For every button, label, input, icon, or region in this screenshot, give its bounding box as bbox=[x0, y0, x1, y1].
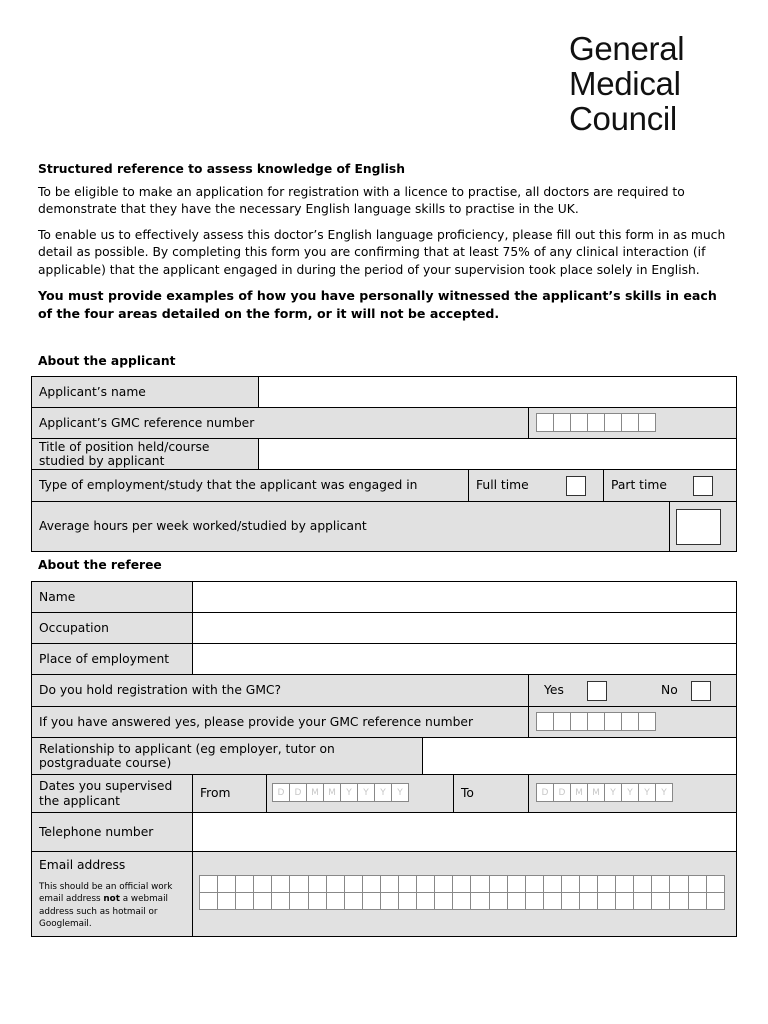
applicant-gmc-number-boxes[interactable] bbox=[536, 413, 655, 432]
email-char-box[interactable] bbox=[253, 875, 272, 893]
referee-place-label: Place of employment bbox=[32, 644, 193, 674]
referee-name-input[interactable] bbox=[193, 582, 736, 612]
date-digit-box[interactable]: D bbox=[289, 783, 307, 802]
email-char-box[interactable] bbox=[543, 875, 562, 893]
email-char-box[interactable] bbox=[344, 892, 363, 910]
email-char-box[interactable] bbox=[633, 875, 652, 893]
date-digit-box[interactable]: M bbox=[306, 783, 324, 802]
applicant-hours-input[interactable] bbox=[676, 509, 721, 545]
email-char-box[interactable] bbox=[597, 892, 616, 910]
applicant-name-input[interactable] bbox=[259, 377, 736, 407]
referee-email-label-cell bbox=[32, 852, 193, 936]
referee-dates-row bbox=[32, 775, 736, 813]
referee-occupation-row bbox=[32, 613, 736, 644]
part-time-label: Part time bbox=[611, 478, 667, 493]
email-char-box[interactable] bbox=[362, 892, 381, 910]
to-date-boxes[interactable] bbox=[536, 783, 672, 802]
email-char-box[interactable] bbox=[253, 892, 272, 910]
from-date-cell bbox=[267, 775, 454, 812]
date-digit-box[interactable]: M bbox=[587, 783, 605, 802]
applicant-gmc-row bbox=[32, 408, 736, 439]
form-title: Structured reference to assess knowledge of English bbox=[38, 162, 405, 176]
email-char-box[interactable] bbox=[706, 875, 725, 893]
referee-name-label: Name bbox=[32, 582, 193, 612]
email-char-box[interactable] bbox=[561, 892, 580, 910]
referee-heading: About the referee bbox=[38, 558, 162, 572]
email-char-box[interactable] bbox=[543, 892, 562, 910]
email-char-box[interactable] bbox=[615, 892, 634, 910]
full-time-label: Full time bbox=[476, 478, 529, 493]
email-char-box[interactable] bbox=[217, 875, 236, 893]
applicant-hours-cell bbox=[670, 502, 736, 551]
from-date-boxes[interactable] bbox=[272, 783, 408, 802]
email-char-box[interactable] bbox=[308, 892, 327, 910]
referee-telephone-row bbox=[32, 813, 736, 852]
email-char-box[interactable] bbox=[235, 892, 254, 910]
no-label: No bbox=[661, 683, 678, 698]
date-digit-box[interactable]: Y bbox=[391, 783, 409, 802]
referee-email-boxes[interactable] bbox=[199, 875, 724, 909]
applicant-gmc-label: Applicant’s GMC reference number bbox=[32, 408, 529, 438]
email-char-box[interactable] bbox=[507, 892, 526, 910]
logo-line: Medical bbox=[569, 65, 681, 102]
email-note-text: This should be an official work email address bbox=[39, 881, 173, 904]
email-char-box[interactable] bbox=[308, 875, 327, 893]
to-label: To bbox=[454, 775, 529, 812]
referee-relationship-label: Relationship to applicant (eg employer, tutor on postgraduate course) bbox=[32, 738, 423, 774]
email-char-box[interactable] bbox=[489, 875, 508, 893]
email-char-box[interactable] bbox=[507, 875, 526, 893]
date-digit-box[interactable]: Y bbox=[621, 783, 639, 802]
email-char-box[interactable] bbox=[416, 892, 435, 910]
email-note bbox=[39, 881, 186, 931]
referee-name-row bbox=[32, 582, 736, 613]
applicant-name-row bbox=[32, 377, 736, 408]
date-digit-box[interactable]: D bbox=[272, 783, 290, 802]
full-time-option bbox=[469, 470, 604, 501]
applicant-heading: About the applicant bbox=[38, 354, 176, 368]
email-char-box[interactable] bbox=[525, 892, 544, 910]
email-char-box[interactable] bbox=[470, 875, 489, 893]
intro-warning: You must provide examples of how you have personally witnessed the applicant’s skills in each of the four areas detailed on the form, or it will not be accepted. bbox=[38, 288, 717, 321]
email-char-box[interactable] bbox=[235, 875, 254, 893]
email-char-box[interactable] bbox=[633, 892, 652, 910]
referee-dates-label: Dates you supervised the applicant bbox=[32, 775, 193, 812]
email-char-box[interactable] bbox=[398, 875, 417, 893]
date-digit-box[interactable]: Y bbox=[604, 783, 622, 802]
email-char-box[interactable] bbox=[688, 892, 707, 910]
date-digit-box[interactable]: D bbox=[536, 783, 554, 802]
referee-occupation-input[interactable] bbox=[193, 613, 736, 643]
email-char-box[interactable] bbox=[579, 875, 598, 893]
email-char-box[interactable] bbox=[452, 892, 471, 910]
email-char-box[interactable] bbox=[651, 892, 670, 910]
referee-gmc-answer-cell bbox=[529, 675, 736, 706]
email-char-box[interactable] bbox=[416, 875, 435, 893]
applicant-title-row bbox=[32, 439, 736, 470]
email-char-box[interactable] bbox=[452, 875, 471, 893]
gmc-logo bbox=[569, 31, 684, 136]
date-digit-box[interactable]: Y bbox=[340, 783, 358, 802]
email-char-box[interactable] bbox=[289, 892, 308, 910]
date-digit-box[interactable]: Y bbox=[638, 783, 656, 802]
date-digit-box[interactable]: Y bbox=[374, 783, 392, 802]
date-digit-box[interactable]: Y bbox=[655, 783, 673, 802]
date-digit-box[interactable]: M bbox=[323, 783, 341, 802]
applicant-title-label: Title of position held/course studied by applicant bbox=[32, 439, 259, 469]
email-char-box[interactable] bbox=[470, 892, 489, 910]
referee-relationship-row bbox=[32, 738, 736, 775]
referee-email-label: Email address bbox=[39, 858, 126, 872]
email-char-box[interactable] bbox=[380, 892, 399, 910]
applicant-employment-label: Type of employment/study that the applicant was engaged in bbox=[32, 470, 469, 501]
email-char-box[interactable] bbox=[669, 892, 688, 910]
referee-gmc-question: Do you hold registration with the GMC? bbox=[32, 675, 529, 706]
email-char-box[interactable] bbox=[669, 875, 688, 893]
referee-gmc-number-boxes[interactable] bbox=[536, 712, 655, 731]
email-char-box[interactable] bbox=[326, 875, 345, 893]
applicant-name-label: Applicant’s name bbox=[32, 377, 259, 407]
applicant-hours-label: Average hours per week worked/studied by applicant bbox=[32, 502, 670, 551]
from-label: From bbox=[193, 775, 267, 812]
email-char-box[interactable] bbox=[326, 892, 345, 910]
intro-paragraph: To enable us to effectively assess this doctor’s English language proficiency, please fill out this form in as much detail as possible. By completing this form you are confirming that at least 75% of any clinical interaction (if applicable) that the applicant engaged in during the period of your supervision took place solely in English. bbox=[38, 227, 726, 277]
yes-label: Yes bbox=[544, 683, 564, 698]
referee-place-input[interactable] bbox=[193, 644, 736, 674]
email-char-box[interactable] bbox=[362, 875, 381, 893]
referee-gmc-number-row bbox=[32, 707, 736, 738]
email-char-box[interactable] bbox=[651, 875, 670, 893]
referee-telephone-input[interactable] bbox=[193, 813, 736, 851]
no-checkbox[interactable] bbox=[691, 681, 711, 701]
email-char-box[interactable] bbox=[597, 875, 616, 893]
email-char-box[interactable] bbox=[398, 892, 417, 910]
email-char-box[interactable] bbox=[380, 875, 399, 893]
intro-section bbox=[38, 161, 728, 322]
email-char-box[interactable] bbox=[199, 875, 218, 893]
applicant-table bbox=[31, 376, 737, 552]
email-char-box[interactable] bbox=[706, 892, 725, 910]
email-char-box[interactable] bbox=[344, 875, 363, 893]
applicant-gmc-input-cell bbox=[529, 408, 736, 438]
intro-paragraph: To be eligible to make an application for registration with a licence to practise, all doctors are required to demonstrate that they have the necessary English language skills to practise in the UK. bbox=[38, 184, 685, 216]
email-char-box[interactable] bbox=[688, 875, 707, 893]
part-time-option bbox=[604, 470, 736, 501]
referee-telephone-label: Telephone number bbox=[32, 813, 193, 851]
date-digit-box[interactable]: D bbox=[553, 783, 571, 802]
logo-line: Council bbox=[569, 100, 677, 137]
email-char-box[interactable] bbox=[271, 892, 290, 910]
referee-relationship-input[interactable] bbox=[423, 738, 736, 774]
applicant-hours-row bbox=[32, 502, 736, 552]
email-char-box[interactable] bbox=[217, 892, 236, 910]
applicant-title-input[interactable] bbox=[259, 439, 736, 469]
email-char-box[interactable] bbox=[579, 892, 598, 910]
date-digit-box[interactable]: Y bbox=[357, 783, 375, 802]
yes-checkbox[interactable] bbox=[587, 681, 607, 701]
date-digit-box[interactable]: M bbox=[570, 783, 588, 802]
referee-occupation-label: Occupation bbox=[32, 613, 193, 643]
part-time-checkbox[interactable] bbox=[693, 476, 713, 496]
email-char-box[interactable] bbox=[525, 875, 544, 893]
email-char-box[interactable] bbox=[199, 892, 218, 910]
email-char-box[interactable] bbox=[615, 875, 634, 893]
email-char-box[interactable] bbox=[289, 875, 308, 893]
referee-gmc-number-cell bbox=[529, 707, 736, 737]
email-char-box[interactable] bbox=[434, 875, 453, 893]
applicant-employment-row bbox=[32, 470, 736, 502]
email-note-emphasis: not bbox=[103, 894, 120, 904]
referee-gmc-number-label: If you have answered yes, please provide your GMC reference number bbox=[32, 707, 529, 737]
full-time-checkbox[interactable] bbox=[566, 476, 586, 496]
email-char-box[interactable] bbox=[271, 875, 290, 893]
to-date-cell bbox=[529, 775, 736, 812]
email-char-box[interactable] bbox=[489, 892, 508, 910]
logo-line: General bbox=[569, 30, 685, 67]
email-char-box[interactable] bbox=[434, 892, 453, 910]
email-note-text: a webmail address such as hotmail or Googlemail. bbox=[39, 894, 168, 929]
referee-place-row bbox=[32, 644, 736, 675]
referee-gmc-question-row bbox=[32, 675, 736, 707]
email-char-box[interactable] bbox=[561, 875, 580, 893]
